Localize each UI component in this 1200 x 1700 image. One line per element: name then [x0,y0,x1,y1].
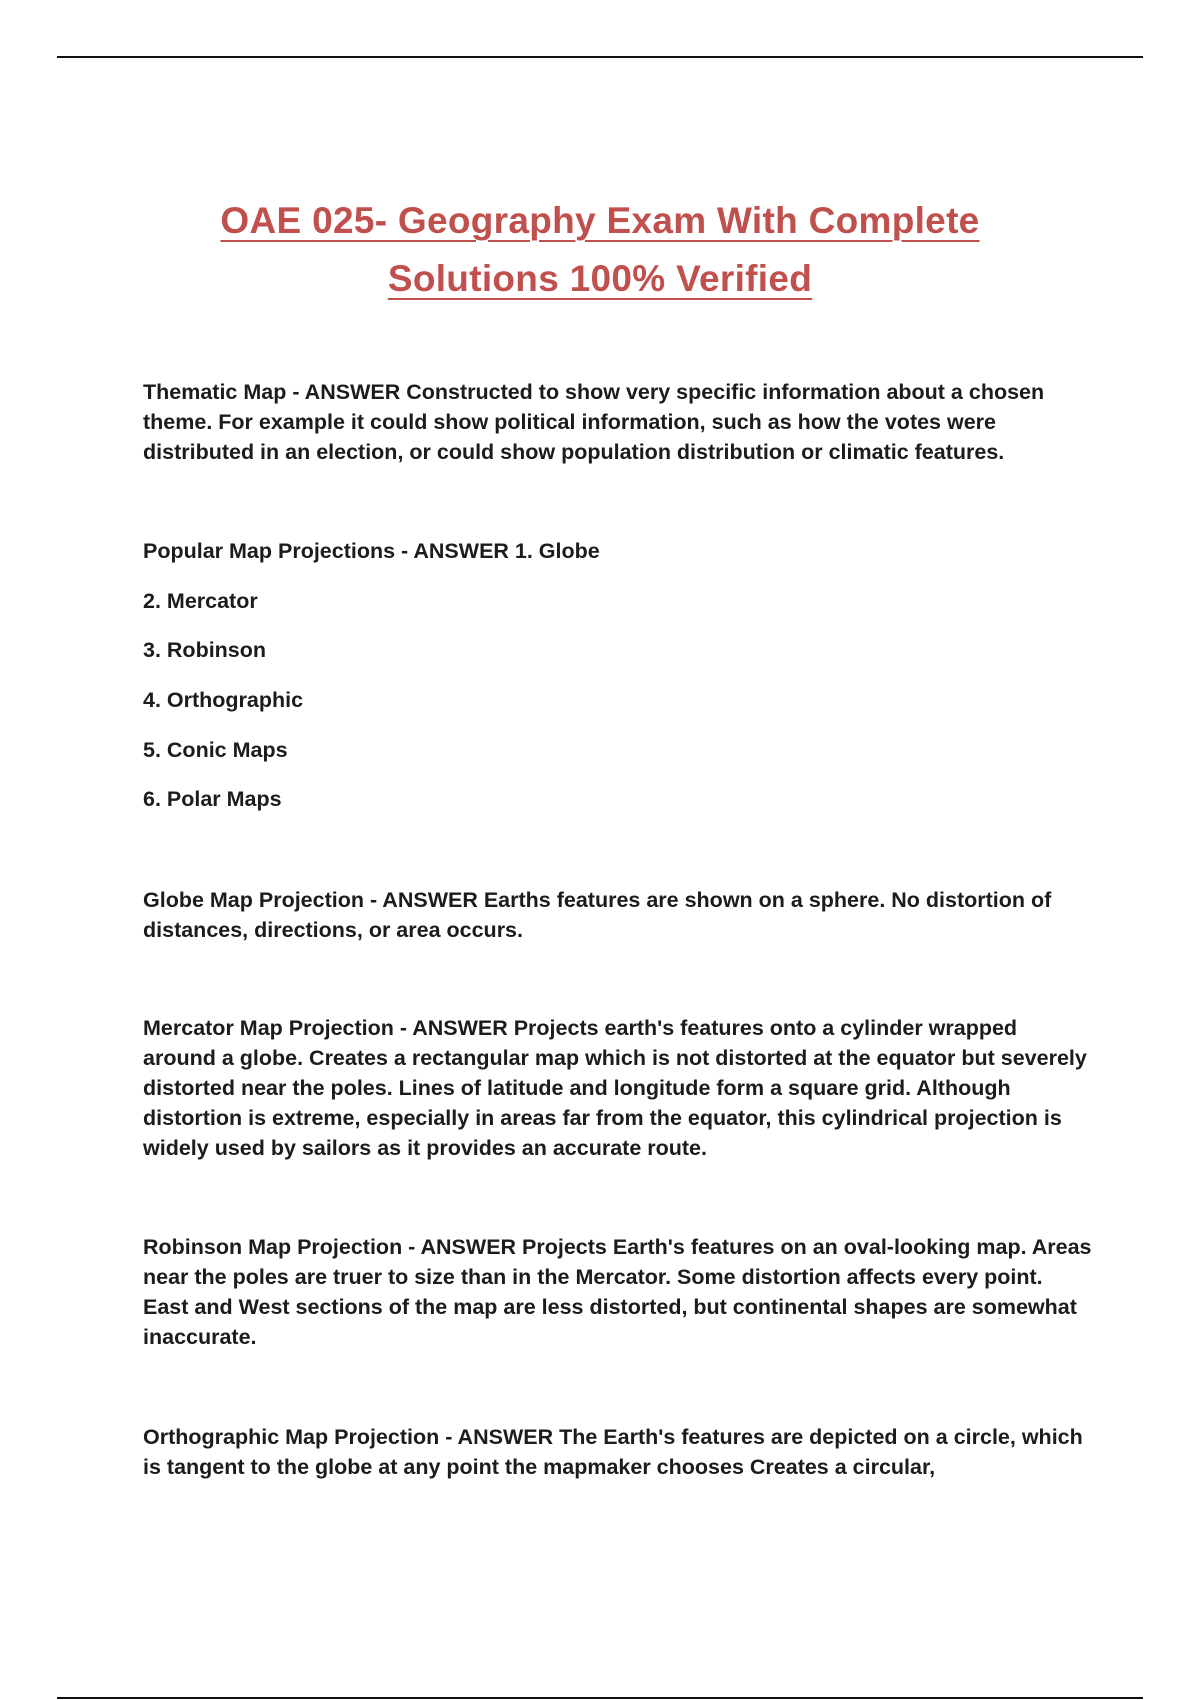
list-item: 3. Robinson [143,638,267,662]
top-rule [57,56,1143,58]
entry-robinson-projection: Robinson Map Projection - ANSWER Projects Earth's features on an oval-looking map. Areas near the poles are truer to size than in the Mercator. Some distortion affects every point. East and West sections of the map are less distorted, but continental shapes are somewhat inaccurate. [143,1235,1092,1349]
entry-globe-projection: Globe Map Projection - ANSWER Earths features are shown on a sphere. No distortion of distances, directions, or area occurs. [143,888,1052,942]
bottom-rule [57,1697,1143,1699]
list-item: 5. Conic Maps [143,738,288,762]
list-item: 2. Mercator [143,589,258,613]
entry-orthographic-projection: Orthographic Map Projection - ANSWER The Earth's features are depicted on a circle, which is tangent to the globe at any point the mapmaker chooses Creates a circular, [143,1425,1083,1479]
page-title [0,192,1200,308]
title-line-1: OAE 025- Geography Exam With Complete [220,200,980,241]
title-line-2: Solutions 100% Verified [387,258,813,299]
entry-popular-projections: Popular Map Projections - ANSWER 1. Globe [143,539,600,563]
list-item: 4. Orthographic [143,688,304,712]
entry-mercator-projection: Mercator Map Projection - ANSWER Projects earth's features onto a cylinder wrapped around a globe. Creates a rectangular map which is not distorted at the equator but severely distorted near the poles. Lines of latitude and longitude form a square grid. Although distortion is extreme, especially in areas far from the equator, this cylindrical projection is widely used by sailors as it provides an accurate route. [143,1016,1087,1160]
list-item: 6. Polar Maps [143,787,282,811]
entry-thematic-map: Thematic Map - ANSWER Constructed to show very specific information about a chosen theme. For example it could show political information, such as how the votes were distributed in an election, or could show population distribution or climatic features. [143,380,1045,464]
document-body [143,377,1093,1482]
